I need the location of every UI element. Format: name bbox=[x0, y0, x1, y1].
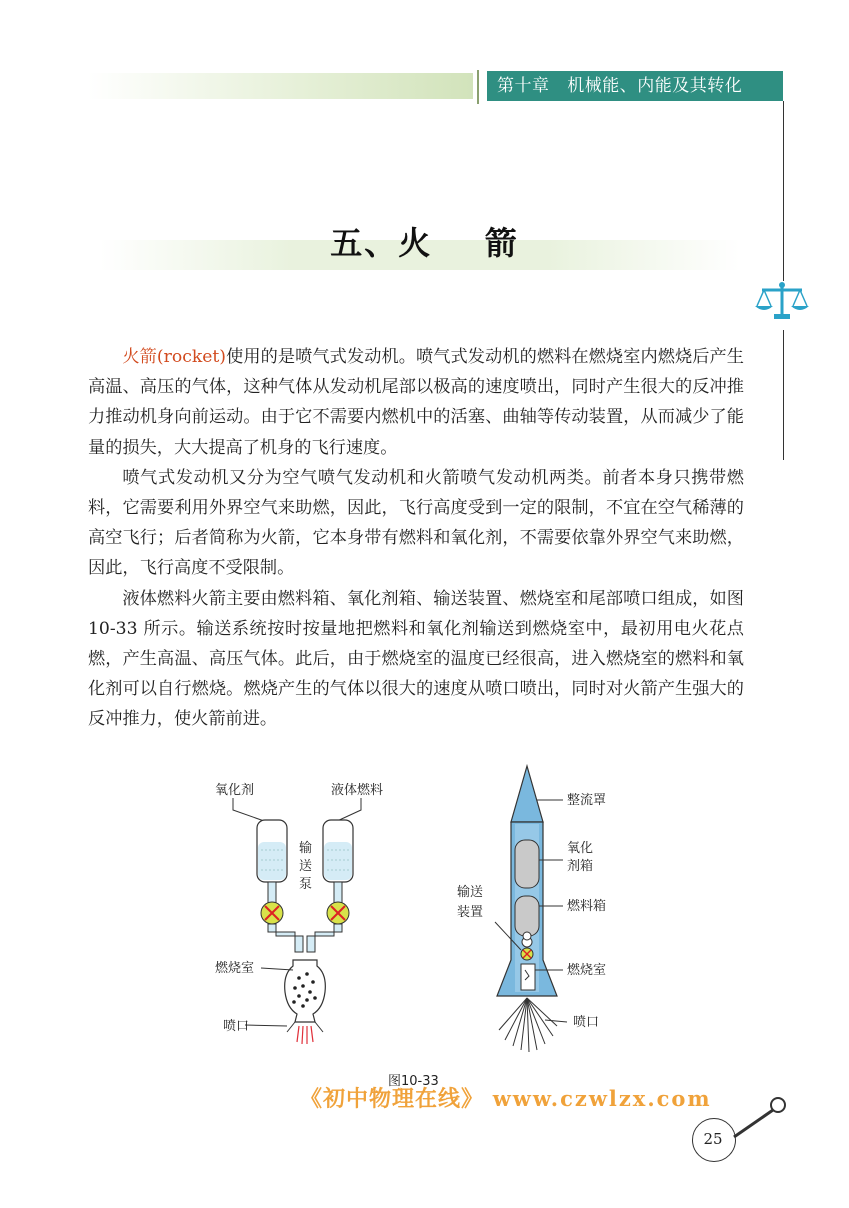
label-delivery-2: 装置 bbox=[457, 905, 484, 920]
body-text bbox=[88, 342, 744, 735]
label-pump-3: 泵 bbox=[299, 877, 313, 892]
margin-rule-lower bbox=[783, 330, 784, 460]
combustion-chamber bbox=[285, 960, 326, 1022]
term-rocket: 火箭(rocket) bbox=[122, 347, 227, 367]
page-number: 25 bbox=[703, 1130, 723, 1148]
label-pump-1: 输 bbox=[299, 841, 313, 856]
balance-scale-icon bbox=[754, 280, 810, 322]
label-oxidizer-tank-2: 剂箱 bbox=[567, 859, 594, 874]
exhaust-flame bbox=[297, 1026, 313, 1044]
label-oxidizer-tank-1: 氧化 bbox=[567, 841, 594, 856]
label-fuel-tank: 燃料箱 bbox=[567, 899, 607, 914]
label-fairing: 整流罩 bbox=[567, 793, 607, 808]
fairing bbox=[511, 766, 543, 822]
engine-schematic bbox=[215, 782, 383, 1044]
rocket-oxidizer-tank bbox=[515, 840, 539, 888]
label-combustion-left: 燃烧室 bbox=[215, 961, 255, 976]
label-pump-2: 送 bbox=[299, 859, 313, 874]
figure-caption: 图10-33 bbox=[388, 1074, 439, 1089]
section-title: 五、火 箭 bbox=[330, 224, 519, 262]
rocket-fuel-tank bbox=[515, 896, 539, 936]
label-nozzle-right: 喷口 bbox=[573, 1015, 600, 1030]
rocket-exhaust bbox=[499, 998, 557, 1052]
label-delivery-1: 输送 bbox=[457, 885, 484, 900]
label-oxidizer: 氧化剂 bbox=[215, 783, 255, 798]
paragraph-1 bbox=[88, 342, 744, 463]
header-gradient-band bbox=[88, 73, 473, 99]
watermark-name: 《初中物理在线》 bbox=[300, 1086, 485, 1112]
rocket-figure bbox=[195, 760, 635, 1060]
paragraph-1-text: 使用的是喷气式发动机。喷气式发动机的燃料在燃烧室内燃烧后产生高温、高压的气体，这种气体从发动机尾部以极高的速度喷出，同时产生很大的反冲推力推动机身向前运动。由于它不需要内燃机中的活塞、曲轴等传动装置，从而减少了能量的损失，大大提高了机身的飞行速度。 bbox=[88, 347, 744, 458]
watermark-url: www.czwlzx.com bbox=[492, 1086, 712, 1111]
watermark bbox=[300, 1082, 712, 1113]
paragraph-3: 液体燃料火箭主要由燃料箱、氧化剂箱、输送装置、燃烧室和尾部喷口组成，如图 10-33 所示。输送系统按时按量地把燃料和氧化剂输送到燃烧室中，最初用电火花点燃，产生高温、高压气体。此后，由于燃烧室的温度已经很高，进入燃烧室的燃料和氧化剂可以自行燃烧。燃烧产生的气体以很大的速度从喷口喷出，同时对火箭产生强大的反冲推力，使火箭前进。 bbox=[88, 588, 744, 730]
header-separator bbox=[477, 70, 479, 104]
chapter-header: 第十章 机械能、内能及其转化 bbox=[487, 71, 783, 101]
label-nozzle-left: 喷口 bbox=[223, 1019, 250, 1034]
label-combustion-right: 燃烧室 bbox=[567, 963, 607, 978]
rocket-diagram bbox=[457, 766, 606, 1052]
label-liquid-fuel: 液体燃料 bbox=[331, 783, 384, 798]
paragraph-2: 喷气式发动机又分为空气喷气发动机和火箭喷气发动机两类。前者本身只携带燃料，它需要利用外界空气来助燃，因此，飞行高度受到一定的限制，不宜在空气稀薄的高空飞行；后者简称为火箭，它本身带有燃料和氧化剂，不需要依靠外界空气来助燃，因此，飞行高度不受限制。 bbox=[88, 467, 744, 579]
